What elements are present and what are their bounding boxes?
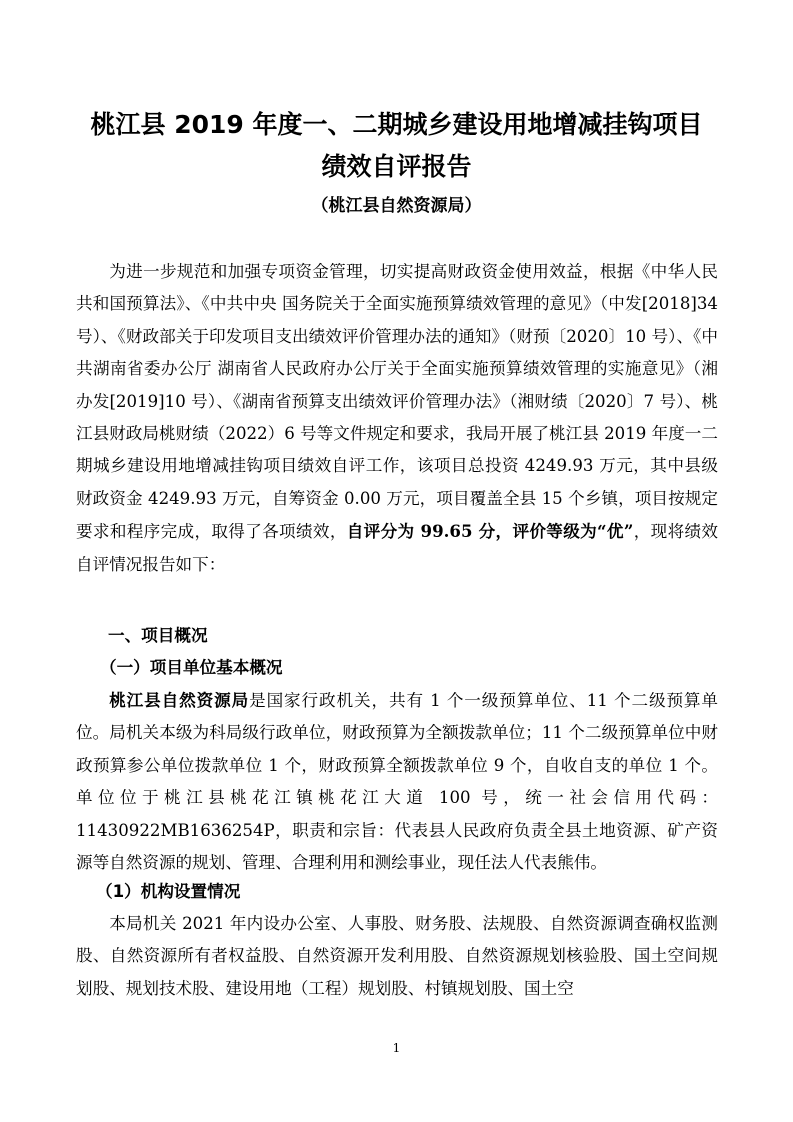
intro-text-part1: 为进一步规范和加强专项资金管理，切实提高财政资金使用效益，根据《中华人民共和国预算法》、《中共中央 国务院关于全面实施预算绩效管理的意见》（中发[2018]34 号）、《财政部关于印发项目支出绩效评价管理办法的通知》（财预〔2020〕10 号）、《中共湖南省委办公厅 湖南省人民政府办公厅关于全面实施预算绩效管理的实施意见》（湘办发[2019]10 号）、《湖南省预算支出绩效评价管理办法》（湘财绩〔2020〕7 号）、桃江县财政局桃财绩（2022）6 号等文件规定和要求，我局开展了桃江县 2019 年度一二期城乡建设用地增减挂钩项目绩效自评工作，该项目总投资 4249.93 万元，其中县级财政资金 4249.93 万元，自筹资金 0.00 万元，项目覆盖全县 15 个乡镇，项目按规定要求和程序完成，取得了各项绩效，: [76, 262, 718, 542]
unit-name-bold: 桃江县自然资源局: [109, 690, 250, 710]
unit-intro-text: 是国家行政机关，共有 1 个一级预算单位、11 个二级预算单位。局机关本级为科局级行政单位，财政预算为全额拨款单位；11 个二级预算单位中财政预算参公单位拨款单位 1 个，财政预算全额拨款单位 9 个，自收自支的单位 1 个。单位位于桃江县桃花江镇桃花江大道 100 号，统一社会信用代码：11430922MB1636254P，职责和宗旨：代表县人民政府负责全县土地资源、矿产资源等自然资源的规划、管理、合理利用和测绘事业，现任法人代表熊伟。: [76, 691, 719, 873]
intro-paragraph: [76, 256, 718, 581]
document-subtitle: （桃江县自然资源局）: [311, 196, 482, 216]
org-setup-paragraph: 本局机关 2021 年内设办公室、人事股、财务股、法规股、自然资源调查确权监测股、自然资源所有者权益股、自然资源开发利用股、自然资源规划核验股、国土空间规划股、规划技术股、建设用地（工程）规划股、村镇规划股、国土空: [76, 914, 718, 998]
section1-sub-heading: （一）项目单位基本概况: [100, 658, 283, 677]
document-title-line1: 桃江县 2019 年度一、二期城乡建设用地增减挂钩项目: [90, 110, 703, 139]
intro-score-highlight: 自评分为 99.65 分，评价等级为“优”: [346, 521, 634, 542]
unit-intro-paragraph: [76, 684, 718, 879]
intro-text-part2: ，现将绩效自评情况报告如下：: [76, 522, 719, 574]
org-setup-heading: （1）机构设置情况: [96, 882, 241, 901]
page-number: 1: [392, 1041, 401, 1055]
document-title-line2: 绩效自评报告: [321, 152, 472, 181]
section1-heading: 一、项目概况: [108, 626, 208, 645]
